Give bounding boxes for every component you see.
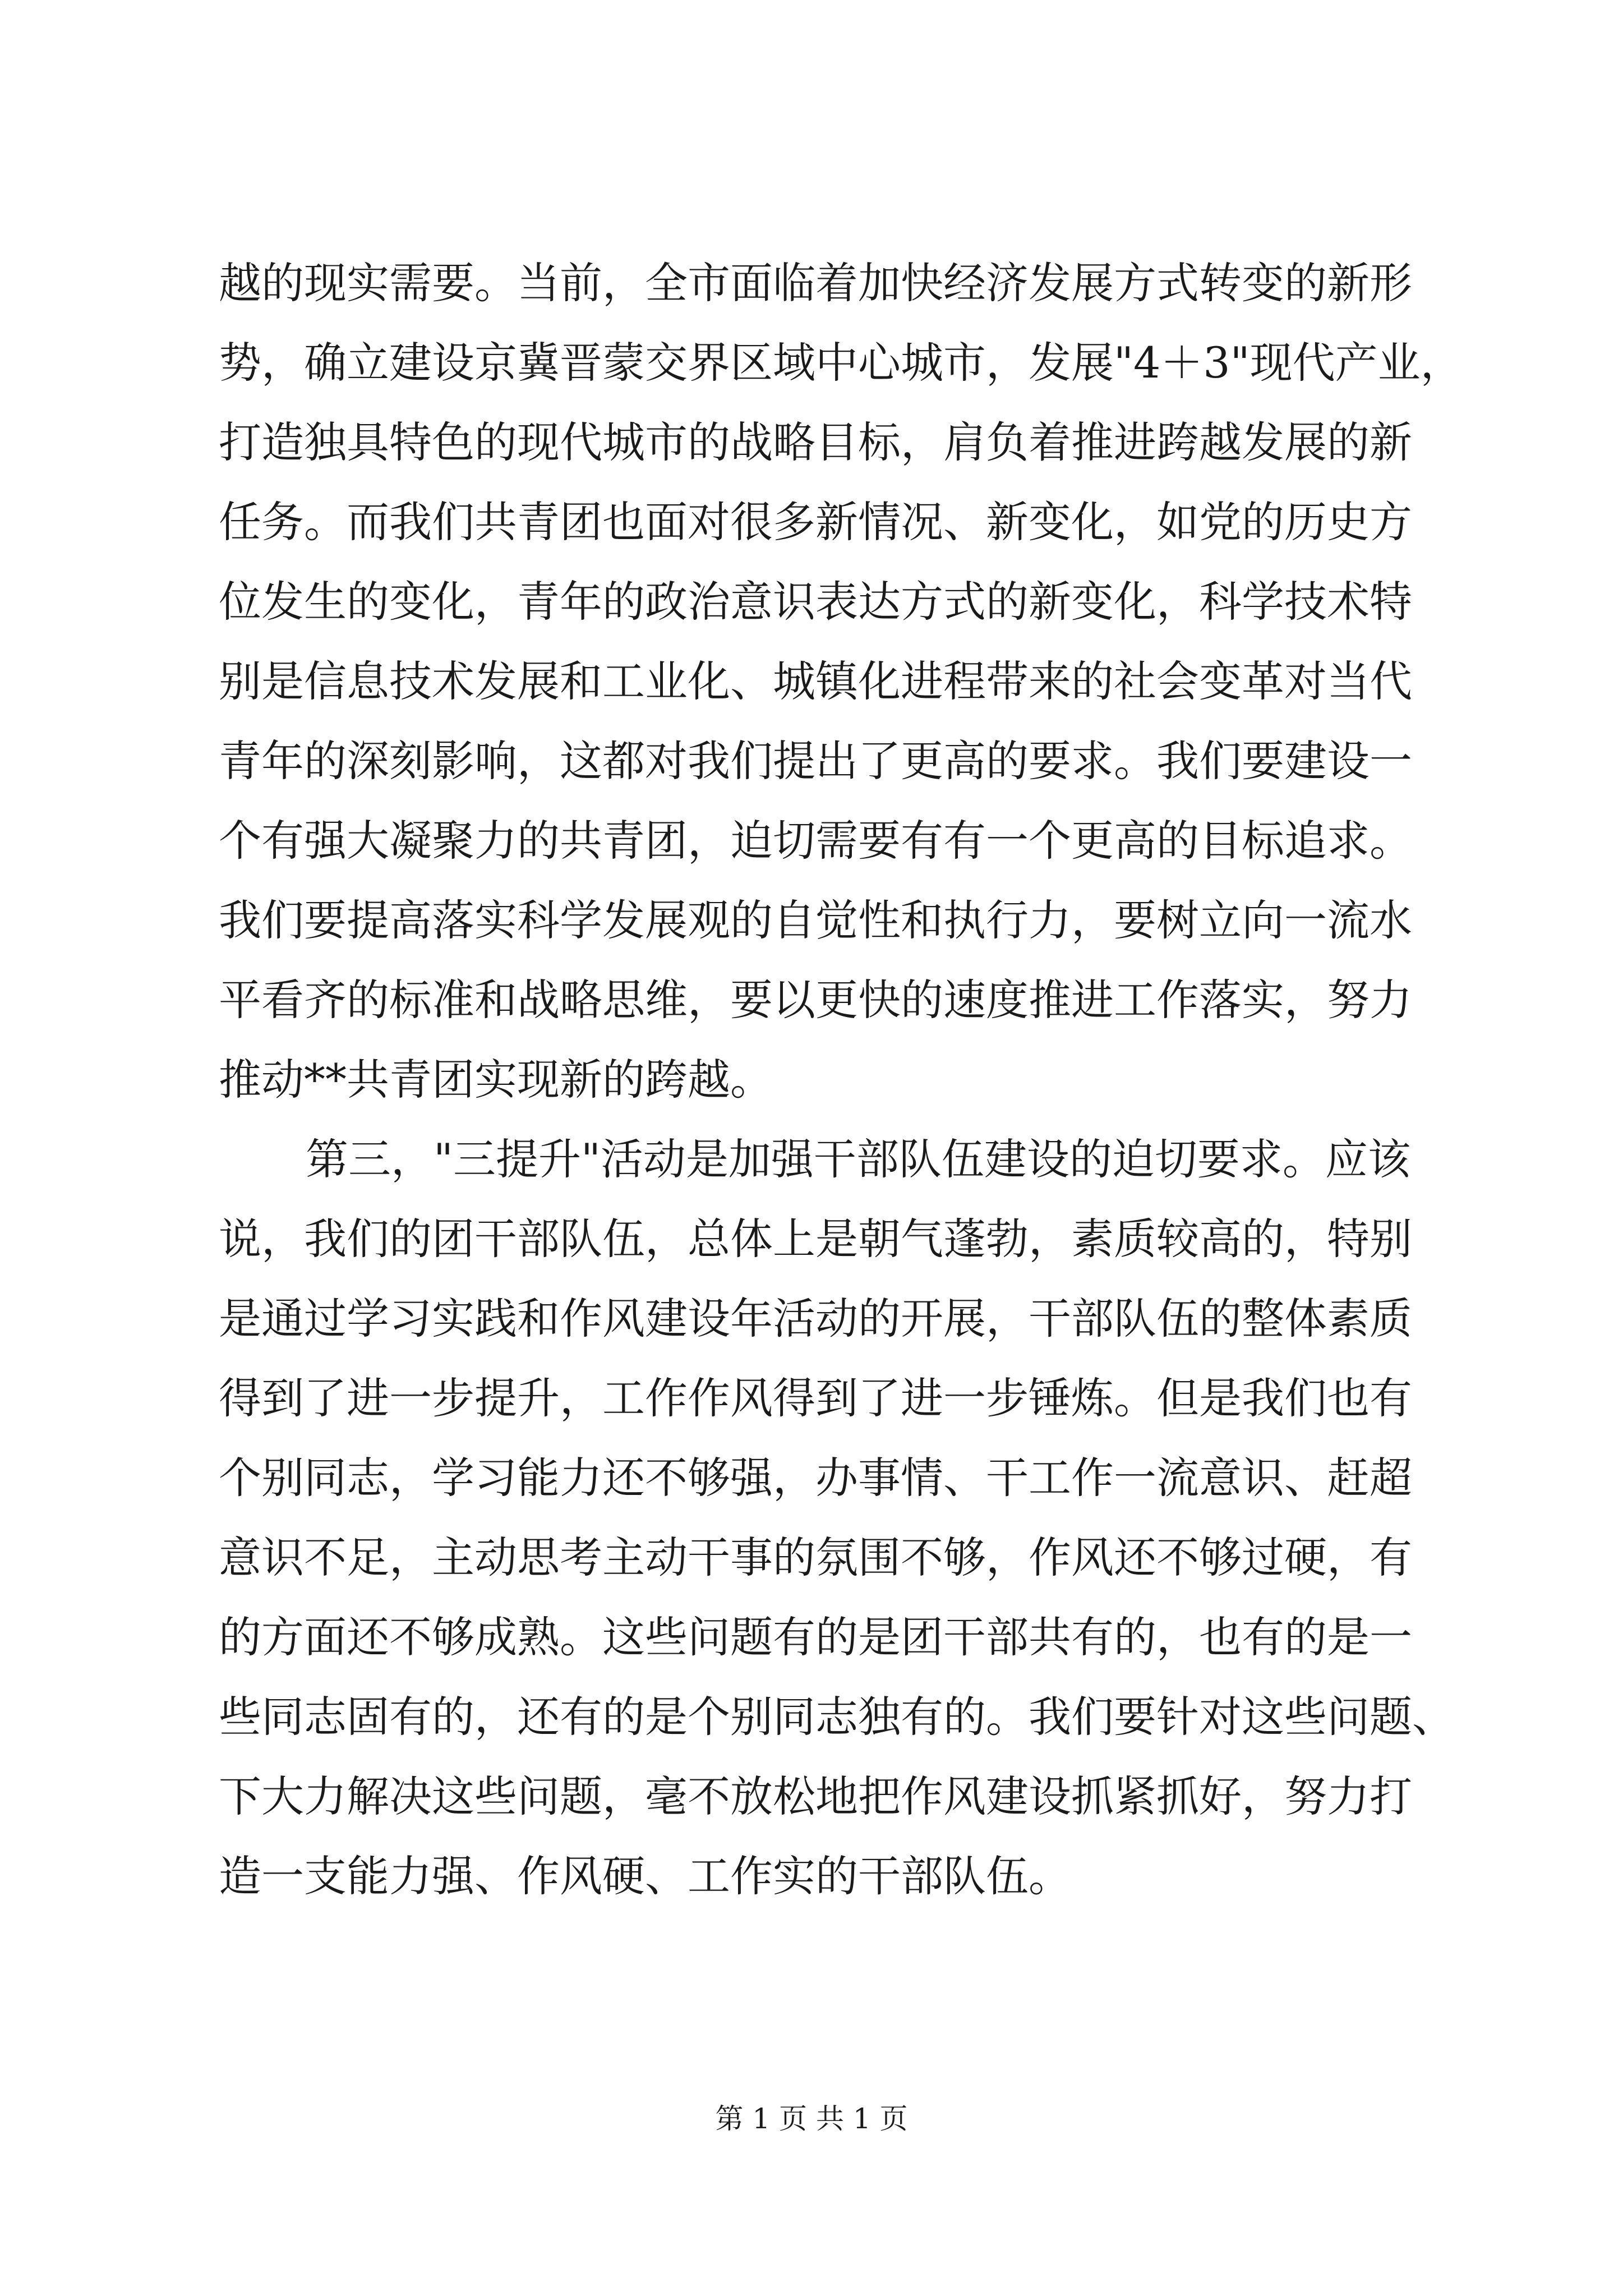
paragraph-2-line-9: 下大力解决这些问题，毫不放松地把作风建设抓紧抓好，努力打 [219, 1772, 1412, 1821]
paragraph-1-line-9: 我们要提高落实科学发展观的自觉性和执行力，要树立向一流水 [219, 895, 1412, 945]
paragraph-1-line-6: 别是信息技术发展和工业化、城镇化进程带来的社会变革对当代 [219, 656, 1412, 706]
paragraph-1-line-11: 推动**共青团实现新的跨越。 [219, 1055, 773, 1105]
paragraph-1-line-5: 位发生的变化，青年的政治意识表达方式的新变化，科学技术特 [219, 577, 1412, 627]
paragraph-2-line-10: 造一支能力强、作风硬、工作实的干部队伍。 [219, 1851, 1071, 1901]
paragraph-1-line-1: 越的现实需要。当前，全市面临着加快经济发展方式转变的新形 [219, 258, 1412, 308]
page-footer: 第 1 页 共 1 页 [715, 2102, 908, 2135]
paragraph-2-line-3: 是通过学习实践和作风建设年活动的开展，干部队伍的整体素质 [219, 1294, 1412, 1343]
paragraph-1-line-2: 势，确立建设京冀晋蒙交界区域中心城市，发展"4＋3"现代产业， [219, 338, 1463, 388]
paragraph-1-line-3: 打造独具特色的现代城市的战略目标，肩负着推进跨越发展的新 [219, 417, 1412, 467]
paragraph-1-line-4: 任务。而我们共青团也面对很多新情况、新变化，如党的历史方 [219, 497, 1412, 547]
paragraph-2-line-8: 些同志固有的，还有的是个别同志独有的。我们要针对这些问题、 [219, 1692, 1455, 1742]
paragraph-2-line-6: 意识不足，主动思考主动干事的氛围不够，作风还不够过硬，有 [219, 1533, 1412, 1582]
paragraph-1-line-8: 个有强大凝聚力的共青团，迫切需要有有一个更高的目标追求。 [219, 816, 1412, 866]
paragraph-2-line-7: 的方面还不够成熟。这些问题有的是团干部共有的，也有的是一 [219, 1612, 1412, 1662]
paragraph-2-line-5: 个别同志，学习能力还不够强，办事情、干工作一流意识、赶超 [219, 1453, 1412, 1503]
paragraph-2-line-4: 得到了进一步提升，工作作风得到了进一步锤炼。但是我们也有 [219, 1373, 1412, 1423]
paragraph-2-line-2: 说，我们的团干部队伍，总体上是朝气蓬勃，素质较高的，特别 [219, 1214, 1412, 1264]
paragraph-2-line-1: 第三，"三提升"活动是加强干部队伍建设的迫切要求。应该 [306, 1134, 1410, 1184]
paragraph-1-line-10: 平看齐的标准和战略思维，要以更快的速度推进工作落实，努力 [219, 975, 1412, 1025]
paragraph-1-line-7: 青年的深刻影响，这都对我们提出了更高的要求。我们要建设一 [219, 736, 1412, 786]
